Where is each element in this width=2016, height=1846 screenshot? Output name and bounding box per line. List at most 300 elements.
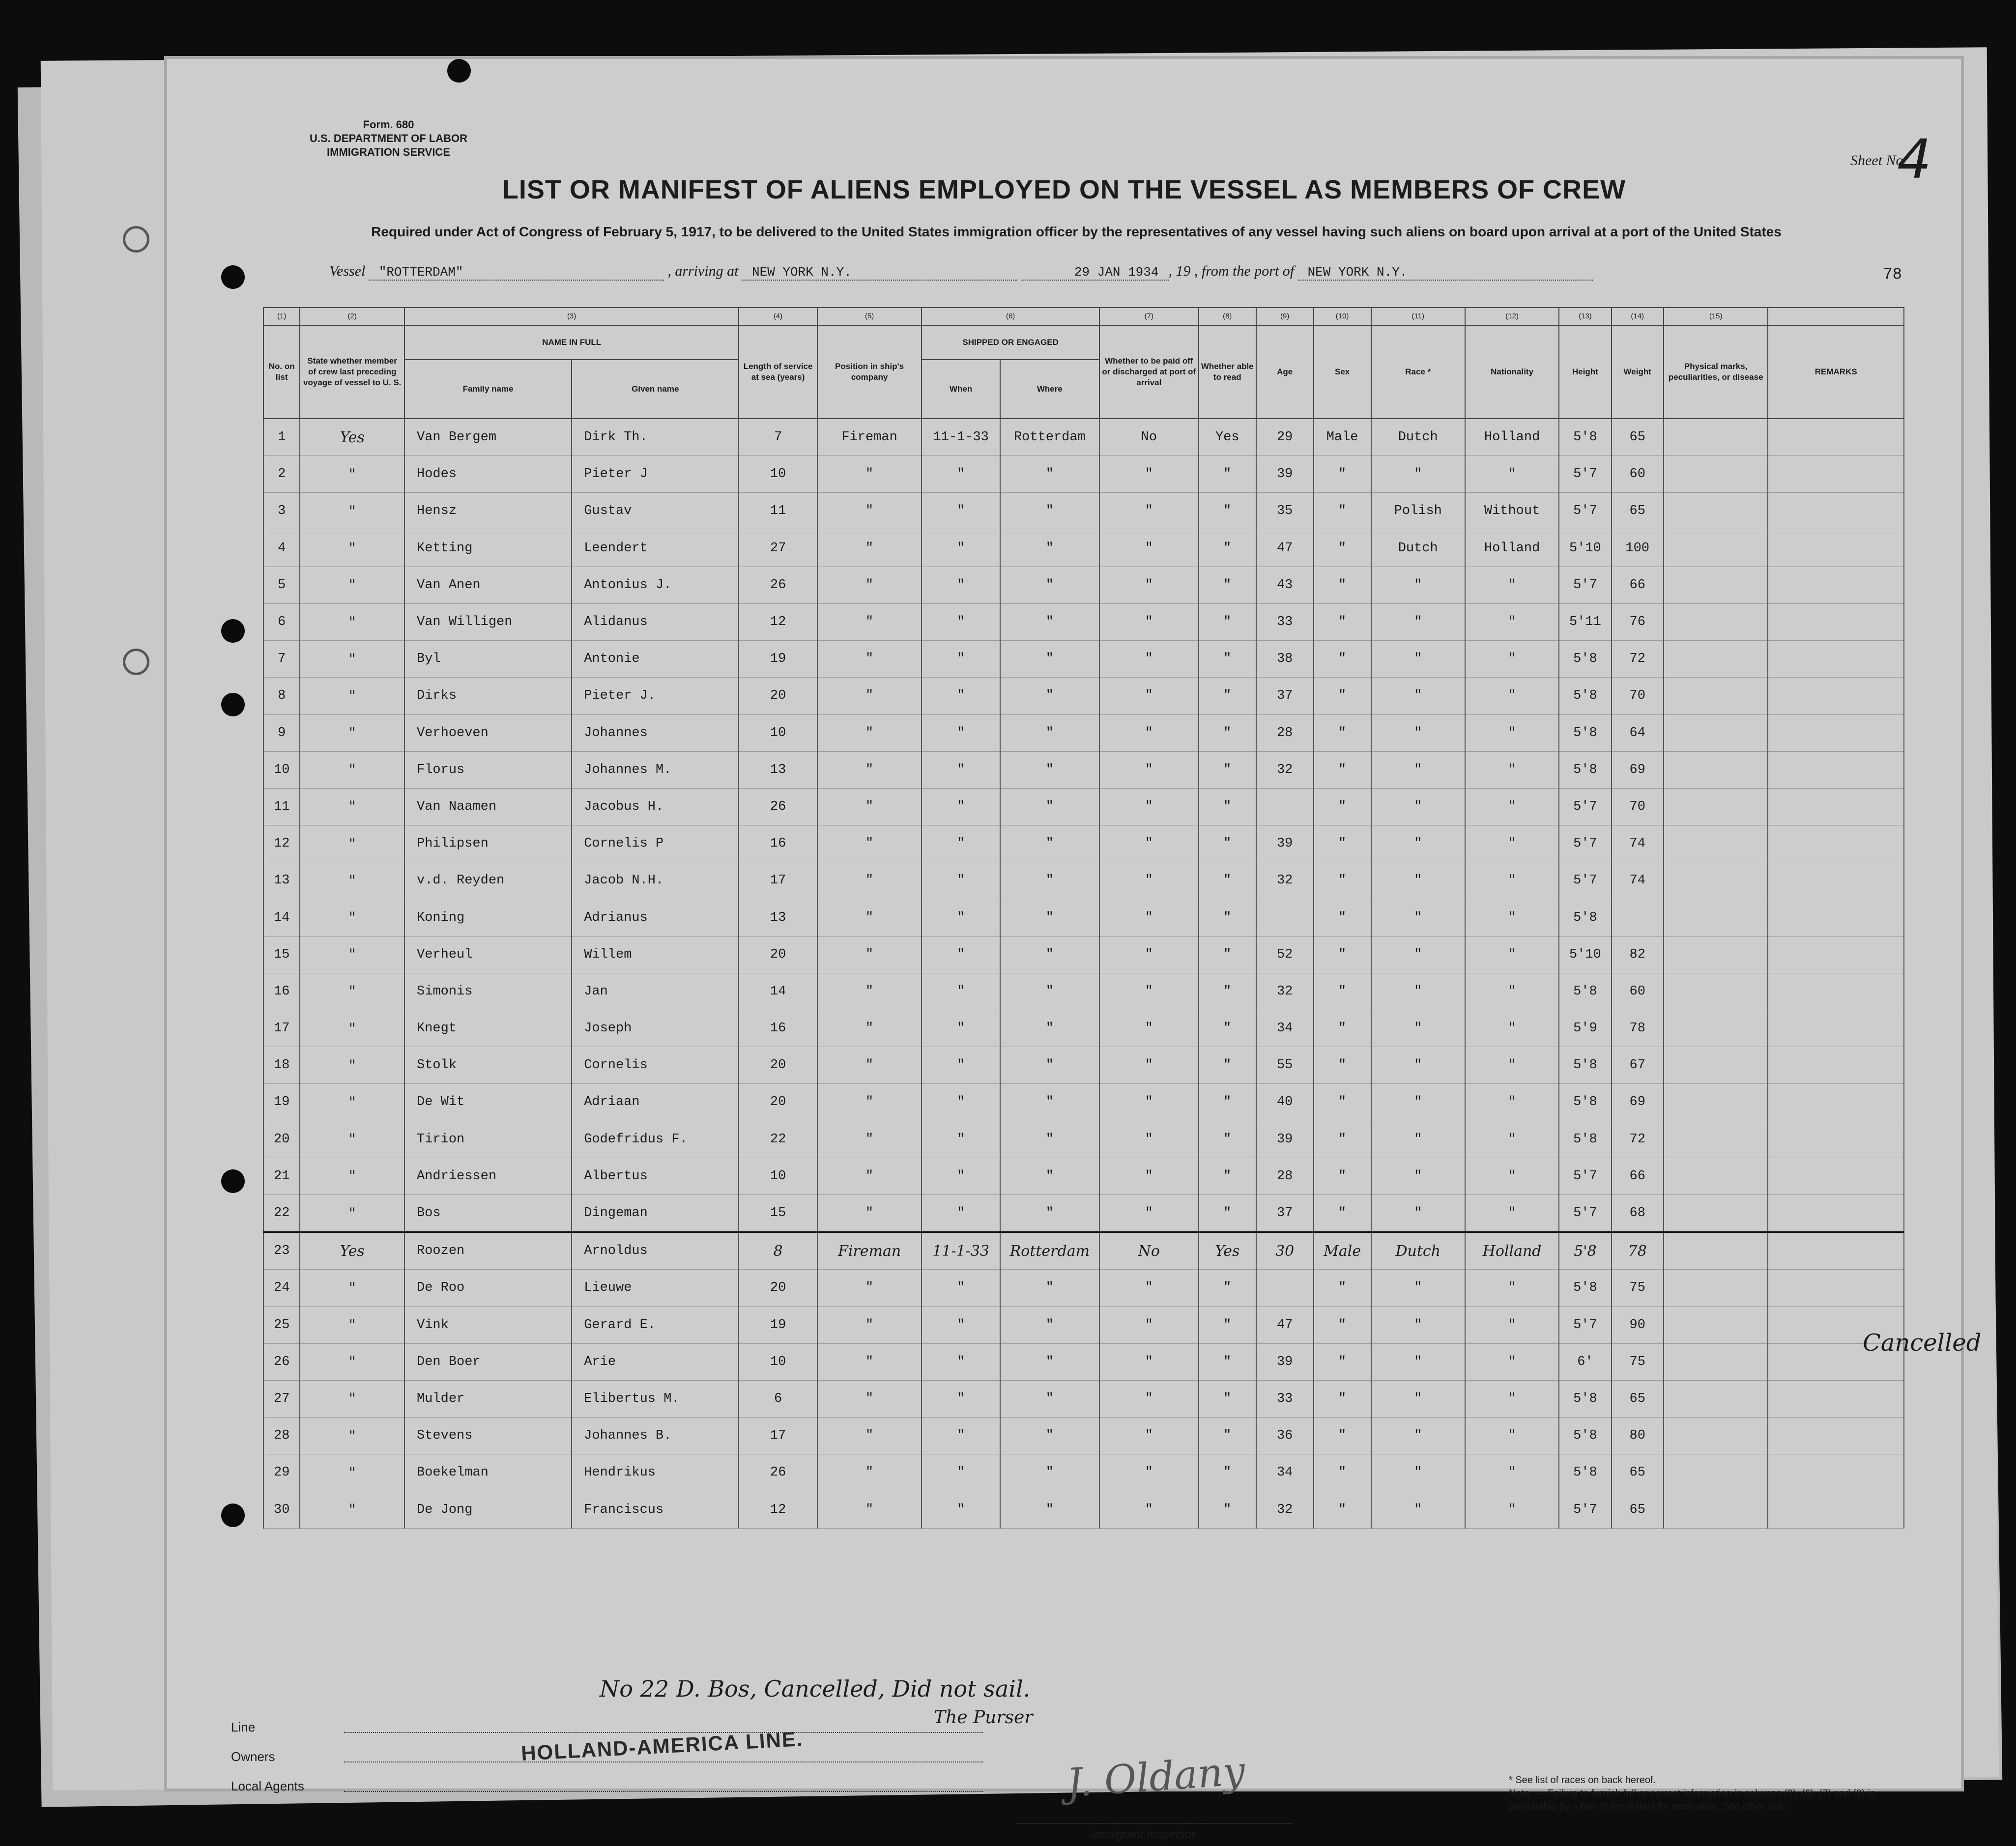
cell-remarks bbox=[1768, 751, 1904, 788]
cell-sex: " bbox=[1314, 1454, 1371, 1491]
cell-no: 21 bbox=[263, 1158, 300, 1194]
table-row bbox=[263, 825, 1904, 862]
cell-sex: " bbox=[1314, 1380, 1371, 1417]
cell-remarks bbox=[1768, 1084, 1904, 1121]
cell-remarks bbox=[1768, 1047, 1904, 1084]
cell-age: 34 bbox=[1256, 1010, 1314, 1047]
cell-height: 5'7 bbox=[1559, 788, 1611, 825]
cell-height: 5'7 bbox=[1559, 862, 1611, 899]
cell-sex: " bbox=[1314, 1158, 1371, 1194]
cell-age: 40 bbox=[1256, 1084, 1314, 1121]
footer-owners-row bbox=[231, 1749, 275, 1764]
cell-no: 4 bbox=[263, 530, 300, 567]
cell-marks bbox=[1664, 567, 1768, 603]
column-number: (11) bbox=[1371, 308, 1465, 325]
cell-given: Johannes M. bbox=[572, 751, 739, 788]
cell-service: 19 bbox=[739, 1306, 817, 1343]
table-row bbox=[263, 899, 1904, 936]
cell-remarks bbox=[1768, 1454, 1904, 1491]
cell-position: Fireman bbox=[817, 419, 922, 456]
cell-given: Johannes B. bbox=[572, 1418, 739, 1454]
cell-sex: " bbox=[1314, 714, 1371, 751]
cell-race: " bbox=[1371, 899, 1465, 936]
cell-family: Knegt bbox=[404, 1010, 572, 1047]
cell-age: 55 bbox=[1256, 1047, 1314, 1084]
cell-position: " bbox=[817, 678, 922, 714]
cell-service: 7 bbox=[739, 419, 817, 456]
cell-read: " bbox=[1199, 825, 1256, 862]
table-row bbox=[263, 788, 1904, 825]
cell-given: Elibertus M. bbox=[572, 1380, 739, 1417]
header-given-name: Given name bbox=[572, 360, 739, 419]
cell-age: 37 bbox=[1256, 678, 1314, 714]
cell-weight: 78 bbox=[1612, 1010, 1664, 1047]
cell-when: " bbox=[922, 1491, 1000, 1528]
arrival-date: 29 JAN 1934 bbox=[1021, 265, 1169, 281]
cell-position: " bbox=[817, 1158, 922, 1194]
cell-read: " bbox=[1199, 1491, 1256, 1528]
cell-where: " bbox=[1000, 1418, 1099, 1454]
cell-where: " bbox=[1000, 1270, 1099, 1306]
binder-ring bbox=[123, 226, 149, 253]
cell-paid: " bbox=[1099, 1270, 1199, 1306]
column-number: (15) bbox=[1664, 308, 1768, 325]
cell-given: Albertus bbox=[572, 1158, 739, 1194]
cell-no: 23 bbox=[263, 1232, 300, 1270]
cell-family: v.d. Reyden bbox=[404, 862, 572, 899]
cell-no: 25 bbox=[263, 1306, 300, 1343]
cell-service: 13 bbox=[739, 751, 817, 788]
cell-family: Boekelman bbox=[404, 1454, 572, 1491]
cell-sex: " bbox=[1314, 1270, 1371, 1306]
cell-when: " bbox=[922, 973, 1000, 1010]
cell-read: " bbox=[1199, 1343, 1256, 1380]
cell-where: " bbox=[1000, 641, 1099, 678]
cell-service: 6 bbox=[739, 1380, 817, 1417]
cell-weight: 64 bbox=[1612, 714, 1664, 751]
cell-race: " bbox=[1371, 1418, 1465, 1454]
cell-paid: " bbox=[1099, 1047, 1199, 1084]
cell-service: 13 bbox=[739, 899, 817, 936]
cell-marks bbox=[1664, 973, 1768, 1010]
cell-marks bbox=[1664, 714, 1768, 751]
cell-marks bbox=[1664, 1047, 1768, 1084]
cell-marks bbox=[1664, 1380, 1768, 1417]
cell-remarks bbox=[1768, 567, 1904, 603]
cell-race: " bbox=[1371, 751, 1465, 788]
cell-race: " bbox=[1371, 1306, 1465, 1343]
cell-where: " bbox=[1000, 825, 1099, 862]
cell-race: " bbox=[1371, 678, 1465, 714]
cell-read: " bbox=[1199, 1010, 1256, 1047]
cell-remarks bbox=[1768, 603, 1904, 640]
cell-where: " bbox=[1000, 899, 1099, 936]
cell-marks bbox=[1664, 751, 1768, 788]
cell-age: 39 bbox=[1256, 1343, 1314, 1380]
cell-weight: 66 bbox=[1612, 567, 1664, 603]
cell-race: " bbox=[1371, 788, 1465, 825]
cell-age: 39 bbox=[1256, 1121, 1314, 1158]
header-shipped-or-engaged: SHIPPED OR ENGAGED bbox=[922, 325, 1099, 360]
agents-field bbox=[344, 1791, 983, 1792]
cell-no: 9 bbox=[263, 714, 300, 751]
cell-age: 32 bbox=[1256, 973, 1314, 1010]
cell-family: Hodes bbox=[404, 456, 572, 493]
cell-remarks bbox=[1768, 936, 1904, 973]
cell-position: " bbox=[817, 751, 922, 788]
cell-prev: " bbox=[300, 641, 404, 678]
cell-paid: " bbox=[1099, 1418, 1199, 1454]
cell-where: " bbox=[1000, 936, 1099, 973]
cell-prev: " bbox=[300, 1454, 404, 1491]
table-row bbox=[263, 1010, 1904, 1047]
cell-position: " bbox=[817, 603, 922, 640]
cell-read: " bbox=[1199, 456, 1256, 493]
sheet-label: Sheet No. bbox=[1850, 152, 1907, 169]
cell-height: 5'7 bbox=[1559, 1306, 1611, 1343]
cell-sex: " bbox=[1314, 899, 1371, 936]
cell-paid: " bbox=[1099, 530, 1199, 567]
cell-position: " bbox=[817, 788, 922, 825]
cell-no: 20 bbox=[263, 1121, 300, 1158]
cell-race: " bbox=[1371, 973, 1465, 1010]
cell-race: " bbox=[1371, 825, 1465, 862]
footer-agents-row bbox=[231, 1779, 304, 1794]
cell-position: " bbox=[817, 973, 922, 1010]
cell-remarks bbox=[1768, 1010, 1904, 1047]
cell-position: " bbox=[817, 825, 922, 862]
cell-family: Stolk bbox=[404, 1047, 572, 1084]
cell-paid: " bbox=[1099, 862, 1199, 899]
cell-service: 19 bbox=[739, 641, 817, 678]
cell-age: 37 bbox=[1256, 1194, 1314, 1232]
cell-weight: 69 bbox=[1612, 751, 1664, 788]
cell-position: " bbox=[817, 530, 922, 567]
cell-age: 43 bbox=[1256, 567, 1314, 603]
cell-age: 30 bbox=[1256, 1232, 1314, 1270]
cell-family: Tirion bbox=[404, 1121, 572, 1158]
cell-weight: 90 bbox=[1612, 1306, 1664, 1343]
cell-family: Florus bbox=[404, 751, 572, 788]
cell-family: Philipsen bbox=[404, 825, 572, 862]
cell-nationality: " bbox=[1465, 936, 1559, 973]
cell-service: 17 bbox=[739, 862, 817, 899]
cell-service: 14 bbox=[739, 973, 817, 1010]
punch-hole bbox=[221, 693, 245, 716]
cell-when: " bbox=[922, 603, 1000, 640]
owners-field bbox=[344, 1761, 983, 1762]
cell-sex: " bbox=[1314, 1343, 1371, 1380]
page-title: LIST OR MANIFEST OF ALIENS EMPLOYED ON THE VESSEL AS MEMBERS OF CREW bbox=[502, 175, 1626, 204]
cell-marks bbox=[1664, 1121, 1768, 1158]
cell-height: 5'7 bbox=[1559, 1194, 1611, 1232]
cell-sex: " bbox=[1314, 862, 1371, 899]
cell-service: 26 bbox=[739, 788, 817, 825]
cell-no: 2 bbox=[263, 456, 300, 493]
cell-given: Adrianus bbox=[572, 899, 739, 936]
cell-when: " bbox=[922, 1418, 1000, 1454]
cell-family: Bos bbox=[404, 1194, 572, 1232]
cell-height: 5'9 bbox=[1559, 1010, 1611, 1047]
cell-nationality: " bbox=[1465, 825, 1559, 862]
cell-race: " bbox=[1371, 862, 1465, 899]
cell-sex: Male bbox=[1314, 419, 1371, 456]
cell-when: " bbox=[922, 788, 1000, 825]
cell-no: 28 bbox=[263, 1418, 300, 1454]
cell-given: Dingeman bbox=[572, 1194, 739, 1232]
cell-sex: " bbox=[1314, 788, 1371, 825]
cell-remarks bbox=[1768, 1194, 1904, 1232]
cell-height: 5'8 bbox=[1559, 1380, 1611, 1417]
cell-family: Simonis bbox=[404, 973, 572, 1010]
cell-weight: 67 bbox=[1612, 1047, 1664, 1084]
cell-where: " bbox=[1000, 1047, 1099, 1084]
cell-no: 10 bbox=[263, 751, 300, 788]
cell-weight: 74 bbox=[1612, 825, 1664, 862]
cell-where: " bbox=[1000, 1491, 1099, 1528]
header-where: Where bbox=[1000, 360, 1099, 419]
cell-no: 8 bbox=[263, 678, 300, 714]
table-row bbox=[263, 1158, 1904, 1194]
table-row bbox=[263, 1380, 1904, 1417]
table-row bbox=[263, 641, 1904, 678]
punch-hole bbox=[221, 619, 245, 643]
from-port-label: , from the port of bbox=[1194, 263, 1295, 279]
cell-paid: " bbox=[1099, 899, 1199, 936]
column-number: (14) bbox=[1612, 308, 1664, 325]
cell-prev: " bbox=[300, 1306, 404, 1343]
cell-height: 5'7 bbox=[1559, 1158, 1611, 1194]
cell-family: Andriessen bbox=[404, 1158, 572, 1194]
cell-race: Polish bbox=[1371, 493, 1465, 530]
cell-prev: " bbox=[300, 530, 404, 567]
cell-prev: " bbox=[300, 1010, 404, 1047]
cell-sex: " bbox=[1314, 456, 1371, 493]
cell-no: 14 bbox=[263, 899, 300, 936]
header-paid-off: Whether to be paid off or discharged at port of arrival bbox=[1099, 325, 1199, 419]
punch-hole bbox=[221, 265, 245, 289]
cell-race: " bbox=[1371, 1010, 1465, 1047]
cell-given: Antonie bbox=[572, 641, 739, 678]
cell-sex: " bbox=[1314, 1418, 1371, 1454]
cell-nationality: " bbox=[1465, 567, 1559, 603]
cell-where: " bbox=[1000, 1306, 1099, 1343]
cell-no: 13 bbox=[263, 862, 300, 899]
cell-position: " bbox=[817, 1343, 922, 1380]
header-physical-marks: Physical marks, peculiarities, or disease bbox=[1664, 325, 1768, 419]
cell-weight: 75 bbox=[1612, 1343, 1664, 1380]
cell-nationality: " bbox=[1465, 714, 1559, 751]
cell-no: 27 bbox=[263, 1380, 300, 1417]
cell-family: De Roo bbox=[404, 1270, 572, 1306]
cell-no: 17 bbox=[263, 1010, 300, 1047]
cell-position: " bbox=[817, 456, 922, 493]
table-row bbox=[263, 1121, 1904, 1158]
cell-paid: " bbox=[1099, 641, 1199, 678]
cell-read: " bbox=[1199, 1047, 1256, 1084]
footnotes bbox=[1509, 1774, 1892, 1814]
cell-position: " bbox=[817, 1121, 922, 1158]
cell-position: " bbox=[817, 1010, 922, 1047]
cell-marks bbox=[1664, 603, 1768, 640]
cell-nationality: " bbox=[1465, 456, 1559, 493]
cell-where: " bbox=[1000, 862, 1099, 899]
cell-where: " bbox=[1000, 1194, 1099, 1232]
cell-no: 12 bbox=[263, 825, 300, 862]
cell-when: " bbox=[922, 1454, 1000, 1491]
cell-no: 26 bbox=[263, 1343, 300, 1380]
cell-when: " bbox=[922, 1306, 1000, 1343]
cell-given: Cornelis bbox=[572, 1047, 739, 1084]
table-row bbox=[263, 567, 1904, 603]
cell-age: 32 bbox=[1256, 1491, 1314, 1528]
cell-given: Cornelis P bbox=[572, 825, 739, 862]
column-number: (6) bbox=[922, 308, 1099, 325]
cell-prev: " bbox=[300, 1491, 404, 1528]
cell-position: " bbox=[817, 1418, 922, 1454]
header-age: Age bbox=[1256, 325, 1314, 419]
cell-race: Dutch bbox=[1371, 530, 1465, 567]
cell-race: Dutch bbox=[1371, 419, 1465, 456]
cell-marks bbox=[1664, 1158, 1768, 1194]
header-length-of-service: Length of service at sea (years) bbox=[739, 325, 817, 419]
cell-sex: " bbox=[1314, 641, 1371, 678]
cell-service: 17 bbox=[739, 1418, 817, 1454]
table-row bbox=[263, 456, 1904, 493]
cell-when: " bbox=[922, 1343, 1000, 1380]
cell-no: 3 bbox=[263, 493, 300, 530]
cell-sex: " bbox=[1314, 1010, 1371, 1047]
cell-marks bbox=[1664, 419, 1768, 456]
cell-position: " bbox=[817, 1454, 922, 1491]
handwritten-note: No 22 D. Bos, Cancelled, Did not sail. bbox=[600, 1676, 1031, 1702]
cell-remarks bbox=[1768, 1232, 1904, 1270]
cell-sex: " bbox=[1314, 1121, 1371, 1158]
header-able-to-read: Whether able to read bbox=[1199, 325, 1256, 419]
cell-age: 33 bbox=[1256, 603, 1314, 640]
cell-age bbox=[1256, 899, 1314, 936]
cell-race: " bbox=[1371, 567, 1465, 603]
cell-nationality: Holland bbox=[1465, 1232, 1559, 1270]
cell-where: " bbox=[1000, 751, 1099, 788]
cell-family: Roozen bbox=[404, 1232, 572, 1270]
cell-where: " bbox=[1000, 1121, 1099, 1158]
binder-ring bbox=[123, 649, 149, 675]
cell-sex: " bbox=[1314, 603, 1371, 640]
cell-nationality: " bbox=[1465, 603, 1559, 640]
table-row bbox=[263, 603, 1904, 640]
cell-nationality: " bbox=[1465, 751, 1559, 788]
cell-when: " bbox=[922, 1270, 1000, 1306]
cell-weight: 65 bbox=[1612, 1380, 1664, 1417]
table-row bbox=[263, 678, 1904, 714]
cell-prev: Yes bbox=[300, 419, 404, 456]
cell-when: " bbox=[922, 1194, 1000, 1232]
cell-paid: " bbox=[1099, 456, 1199, 493]
cell-no: 11 bbox=[263, 788, 300, 825]
cell-read: " bbox=[1199, 751, 1256, 788]
crew-manifest-table bbox=[263, 307, 1904, 1529]
cell-when: " bbox=[922, 567, 1000, 603]
column-number: (5) bbox=[817, 308, 922, 325]
cell-nationality: Holland bbox=[1465, 419, 1559, 456]
cell-weight: 80 bbox=[1612, 1418, 1664, 1454]
cell-age: 39 bbox=[1256, 456, 1314, 493]
page-number: 78 bbox=[1883, 265, 1902, 284]
cell-weight: 68 bbox=[1612, 1194, 1664, 1232]
inspector-label: Immigrant Inspector. bbox=[1091, 1828, 1198, 1841]
cell-height: 5'8 bbox=[1559, 973, 1611, 1010]
cell-no: 18 bbox=[263, 1047, 300, 1084]
cell-remarks bbox=[1768, 1158, 1904, 1194]
cell-no: 29 bbox=[263, 1454, 300, 1491]
cell-position: " bbox=[817, 936, 922, 973]
cell-read: " bbox=[1199, 1418, 1256, 1454]
cell-remarks bbox=[1768, 641, 1904, 678]
cell-sex: " bbox=[1314, 973, 1371, 1010]
cell-paid: " bbox=[1099, 567, 1199, 603]
cell-weight: 72 bbox=[1612, 641, 1664, 678]
cell-where: " bbox=[1000, 1084, 1099, 1121]
cell-marks bbox=[1664, 899, 1768, 936]
cell-paid: " bbox=[1099, 788, 1199, 825]
cell-family: Verhoeven bbox=[404, 714, 572, 751]
cell-given: Jacob N.H. bbox=[572, 862, 739, 899]
cell-age: 47 bbox=[1256, 1306, 1314, 1343]
cell-no: 19 bbox=[263, 1084, 300, 1121]
cell-service: 16 bbox=[739, 1010, 817, 1047]
cell-given: Alidanus bbox=[572, 603, 739, 640]
cell-given: Pieter J. bbox=[572, 678, 739, 714]
cell-marks bbox=[1664, 530, 1768, 567]
cell-read: " bbox=[1199, 899, 1256, 936]
cell-race: " bbox=[1371, 603, 1465, 640]
cell-no: 7 bbox=[263, 641, 300, 678]
cell-family: Verheul bbox=[404, 936, 572, 973]
cell-marks bbox=[1664, 1270, 1768, 1306]
cell-paid: " bbox=[1099, 1306, 1199, 1343]
cell-marks bbox=[1664, 862, 1768, 899]
cell-weight: 74 bbox=[1612, 862, 1664, 899]
cell-height: 5'7 bbox=[1559, 825, 1611, 862]
cell-nationality: " bbox=[1465, 1418, 1559, 1454]
cell-read: " bbox=[1199, 1084, 1256, 1121]
cell-race: " bbox=[1371, 1454, 1465, 1491]
cell-given: Arnoldus bbox=[572, 1232, 739, 1270]
cell-paid: " bbox=[1099, 1121, 1199, 1158]
punch-hole bbox=[221, 1169, 245, 1193]
cell-age: 33 bbox=[1256, 1380, 1314, 1417]
cell-when: " bbox=[922, 678, 1000, 714]
cell-when: " bbox=[922, 1121, 1000, 1158]
cell-marks bbox=[1664, 1232, 1768, 1270]
cell-service: 26 bbox=[739, 1454, 817, 1491]
cell-nationality: " bbox=[1465, 788, 1559, 825]
column-number: (9) bbox=[1256, 308, 1314, 325]
cell-service: 27 bbox=[739, 530, 817, 567]
cell-read: " bbox=[1199, 1380, 1256, 1417]
cell-when: " bbox=[922, 936, 1000, 973]
cell-remarks bbox=[1768, 1418, 1904, 1454]
cell-service: 12 bbox=[739, 603, 817, 640]
header-family-name: Family name bbox=[404, 360, 572, 419]
cell-age: 38 bbox=[1256, 641, 1314, 678]
cell-height: 5'8 bbox=[1559, 1047, 1611, 1084]
cell-position: " bbox=[817, 899, 922, 936]
cell-nationality: " bbox=[1465, 862, 1559, 899]
page-subtitle: Required under Act of Congress of February 5, 1917, to be delivered to the United States immigration officer by the representatives of any vessel having such aliens on board upon arrival at a port of the United States bbox=[371, 224, 1782, 239]
cell-nationality: " bbox=[1465, 678, 1559, 714]
